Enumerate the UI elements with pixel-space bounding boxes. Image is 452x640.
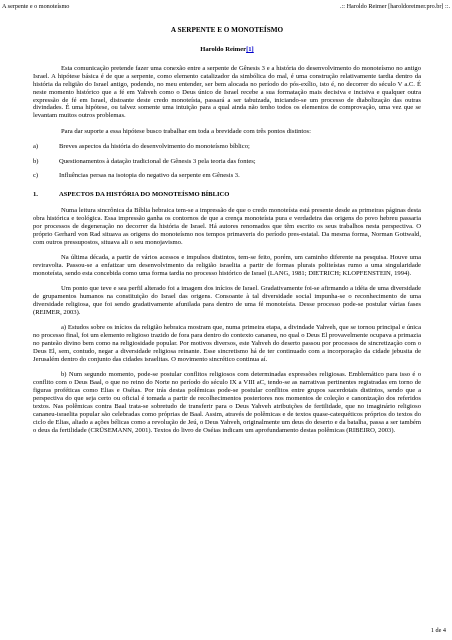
list-text: Questionamentos à datação tradicional de Gênesis 3 pela teoria das fontes; [59,157,256,165]
header-site: .:: Haroldo Reimer [haroldoreimer.pro.br] ::. [340,3,450,10]
list-text: Breves aspectos da história do desenvolvimento do monoteísmo bíblico; [59,143,250,151]
list-text: Influências persas na isotopia do negativo da serpente em Gênesis 3. [59,172,240,180]
header-title: A serpente e o monoteísmo [2,3,70,10]
paragraph: Esta comunicação pretende fazer uma conexão entre a serpente de Gênesis 3 e a história do desenvolvimento do monoteísmo no antigo Israel. A hipótese básica é de que a serpente, como elemento catalizador da simbólica do mal, é uma construção relativamente tardia dentro da história da religião do Israel antigo, podendo, no meu entender, ser bem alocada no período do pós-exílio, isto é, no decorrer do século V a.C. É neste momento histórico que a fé em Yahveh como o Deus único de Israel recebe a sua formatação mais decisiva e incisiva e qualquer outra expressão de fé em Israel, distoante deste credo monoteísta, passará a ser tabuizada, iniciando-se um processo de diabolização das outras divindades. É uma hipótese, ou talvez somente uma intuição para a qual ainda não tenho todos os elementos de comprovação, uma vez que se levantam muitos outros problemas. [33,64,421,120]
list-item [33,172,421,180]
paragraph: Numa leitura sincrônica da Bíblia hebraica tem-se a impressão de que o credo monoteísta está presente desde as primeiras páginas desta obra histórica e teológica. Essa impressão ganha os contornos de que a crença monoteísta pura e verdadeira das origens do povo hebreu passaria por processos de degeneração no decorrer da história de Israel. Há autores renomados que têm escrito os seus trabalhos nesta perspectiva. O próprio Gerhard von Rad situava as origens do monoteísmo nos tempos primaveris do período pres-estatal. Da mesma forma, Norman Gottwald, com outros pressupostos, situava ali o seu monojavismo. [33,206,421,246]
page-number: 1 de 4 [430,627,446,634]
document-title: A SERPENTE E O MONOTEÍSMO [170,26,284,34]
list-key: c) [33,172,39,180]
section-heading [33,191,421,199]
paragraph: Para dar suporte a essa hipótese busco trabalhar em toda a brevidade com três pontos distintos: [61,127,311,135]
section-title: ASPECTOS DA HISTÓRIA DO MONOTEÍSMO BÍBLICO [59,191,230,199]
list-item [33,143,421,151]
footnote-link[interactable]: [1] [246,46,254,53]
list-item [33,158,421,166]
list-key: a) [33,143,39,151]
paragraph: Um ponto que teve e sea perfil alterado foi a imagem dos inícios de Israel. Gradativamente foi-se afirmando a idéia de uma diversidade de grupamentos humanos na constituição do Israel das origens. Consoante à tal diversidade social impunha-se o reconhecimento de uma diversidade religiosa, que foi sendo gradativamente afunilada para dentro de uma fé monoteísta. Desse processo pode-se postular várias fases (REIMER, 2003). [33,285,421,316]
list-key: b) [33,157,39,165]
page-header [2,2,450,12]
document-body [33,26,421,442]
section-number: 1. [33,191,38,199]
paragraph: b) Num segundo momento, pode-se postular conflitos religiosos com determinadas expressões religiosas. Emblemático para isso é o conflito com o Deus Baal, o que no reino do Norte no período do século IX a VIII aC, tendo-se as narrativas pertinentes registradas em torno de figuras proféticas como Elias e Oséias. Por trás destas polêmicas pode-se postular conflitos entre grupos sacerdotais distintos, sendo que a perspectiva do que seja certo ou oficial é tomada a partir de recolhecimentos posteriores nos momentos de coleção e canonização dos referidos textos. Nas polêmicas contra Baal trata-se sobretudo de transferir para o Deus Yahveh atribuições de fertilidade, que no imaginário religioso cananeu-israelita popular são celebradas como próprias de Baal. Assim, através de polêmicas e de textos quase-catequéticos próprios do textos do ciclo de Elias, aliado a ações bélicas como a revolução de Jeú, o Deus Yahveh, originalmente um deus do deserto e da batalha, passa a ser também o deus da fertilidade (CRÜSEMANN, 2001). Textos do livro de Oséias indicam um aprofundamento destas polêmicas (RIBEIRO, 2003). [33,371,421,434]
author-line [33,46,421,54]
paragraph: a) Estudos sobre os inícios da religião hebraica mostram que, numa primeira etapa, a divindade Yahveh, que se tornou principal e única no processo final, foi um elemento religioso trazido de fora para dentro do contexto cananeu, no qual o Deus El provavelmente ocupava a primazia no panteão divino bem como na religiosidade popular. Por motivos diversos, este Yahveh do deserto passou por processos de sincretização com o Deus El, sem, contudo, negar a diversidade religiosa reinante. Esse sincretismo há de ter continuado com a incorporação da cidade jebusita de Jerusalém dentro do conjunto das cidades israelitas. O movimento sincrético continua aí. [33,324,421,363]
paragraph: Na última década, a partir de vários acessos e impulsos distintos, tem-se feito, porém, um caminho diferente na pesquisa. Houve uma reviravolta. Passou-se a enfatizar um desenvolvimento da religião israelita a partir de formas plurais politeístas rumo a uma singularidade monoteísta, sendo esta concebida como uma forma tardia no processo histórico de Israel (LANG, 1981; DIETRICH; KLOPFENSTEIN, 1994). [33,254,421,277]
author-name: Haroldo Reimer [200,46,247,53]
